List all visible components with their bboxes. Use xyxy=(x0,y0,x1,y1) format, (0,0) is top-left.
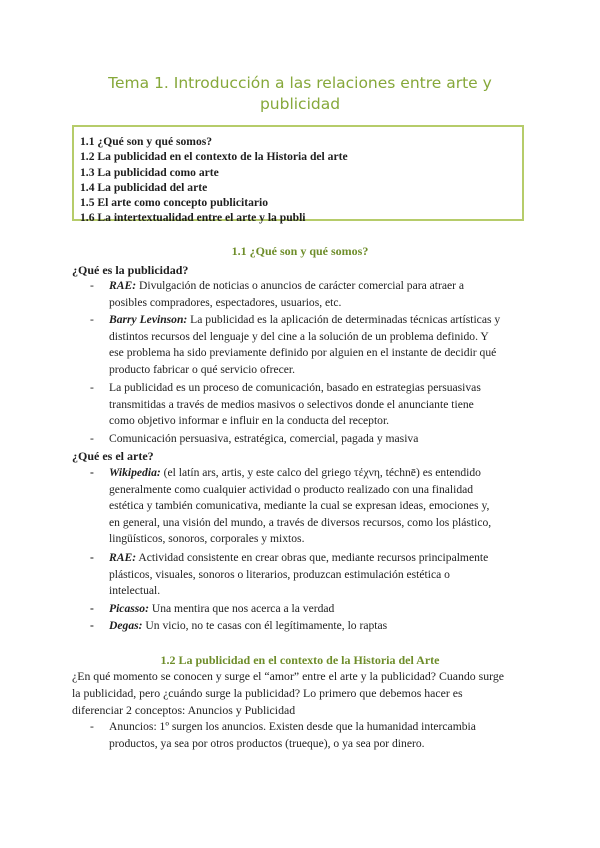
item-text-line: generalmente como cualquier actividad o producto realizado con una finalidad xyxy=(109,482,474,496)
list-dash: - xyxy=(90,432,94,445)
item-label: Wikipedia: xyxy=(109,466,161,479)
item-text-line: posibles compradores, espectadores, usuarios, etc. xyxy=(109,295,342,309)
item-label: Barry Levinson: xyxy=(109,313,188,326)
table-of-contents xyxy=(72,125,524,225)
question-que-es-publicidad: ¿Qué es la publicidad? xyxy=(72,263,189,277)
item-label: Degas: xyxy=(109,619,143,632)
toc-item-1-6[interactable]: 1.6 La intertextualidad entre el arte y la publi xyxy=(80,211,306,225)
item-label: RAE: xyxy=(109,279,137,292)
list-dash: - xyxy=(90,313,94,326)
list-dash: - xyxy=(90,551,94,564)
section-heading-1-2: 1.2 La publicidad en el contexto de la Historia del Arte xyxy=(160,653,440,667)
list-dash: - xyxy=(90,619,94,632)
item-text-line: ese problema ha sido previamente definido por alguien en el instante de decidir qué xyxy=(109,346,497,360)
paragraph-line: la publicidad, pero ¿cuándo surge la publicidad? Lo primero que debemos hacer es xyxy=(72,686,463,700)
title-line-2: publicidad xyxy=(259,95,341,113)
list-dash: - xyxy=(90,602,94,615)
item-text-line: en general, una visión del mundo, a través de diversos recursos, como los plástico, xyxy=(109,515,492,529)
item-text-line: La publicidad es un proceso de comunicación, basado en estrategias persuasivas xyxy=(109,381,481,394)
item-text-line: Anuncios: 1º surgen los anuncios. Existen desde que la humanidad intercambia xyxy=(109,720,476,733)
item-label: Picasso: xyxy=(109,602,149,615)
toc-item-1-2[interactable]: 1.2 La publicidad en el contexto de la Historia del arte xyxy=(80,150,348,164)
question-que-es-arte: ¿Qué es el arte? xyxy=(72,449,154,463)
item-text-line: como objetivo informar e influir en la conducta del receptor. xyxy=(109,414,390,428)
item-text-line: La publicidad es la aplicación de determinadas técnicas artísticas y xyxy=(190,313,501,326)
item-text-line: Actividad consistente en crear obras que, mediante recursos principalmente xyxy=(138,551,489,564)
item-text-line: transmitidas a través de medios masivos o selectivos donde el anunciante tiene xyxy=(109,397,474,411)
item-text-line: distintos recursos del lenguaje y del cine a la solución de un problema definido. Y xyxy=(109,329,489,343)
item-text-line: Una mentira que nos acerca a la verdad xyxy=(151,602,335,615)
toc-item-1-1[interactable]: 1.1 ¿Qué son y qué somos? xyxy=(80,135,213,148)
item-text-line: plásticos, visuales, sonoros o literarios, produzcan estimulación estética o xyxy=(109,567,450,581)
item-label: RAE: xyxy=(109,551,137,564)
paragraph-line: diferenciar 2 conceptos: Anuncios y Publicidad xyxy=(72,703,296,717)
item-text-line: lingüísticos, sonoros, corporales y mixtos. xyxy=(109,532,305,546)
item-text-line: (el latín ars, artis, y este calco del griego τέχνη, téchnē) es entendido xyxy=(163,466,481,479)
list-dash: - xyxy=(90,381,94,394)
list-dash: - xyxy=(90,720,94,733)
item-text-line: Un vicio, no te casas con él legítimamente, lo raptas xyxy=(145,619,388,632)
item-text-line: estética y también comunicativa, mediante la cual se expresan ideas, emociones y, xyxy=(109,499,490,513)
toc-item-1-5[interactable]: 1.5 El arte como concepto publicitario xyxy=(80,196,269,210)
item-text-line: intelectual. xyxy=(109,584,161,598)
item-text-line: Divulgación de noticias o anuncios de carácter comercial para atraer a xyxy=(138,279,465,292)
item-text-line: Comunicación persuasiva, estratégica, comercial, pagada y masiva xyxy=(109,432,419,445)
list-dash: - xyxy=(90,279,94,292)
toc-item-1-3[interactable]: 1.3 La publicidad como arte xyxy=(80,165,219,179)
toc-item-1-4[interactable]: 1.4 La publicidad del arte xyxy=(80,180,208,194)
title-line-1: Tema 1. Introducción a las relaciones entre arte y xyxy=(108,74,492,92)
section-heading-1-1: 1.1 ¿Qué son y qué somos? xyxy=(231,244,369,258)
document-title xyxy=(70,73,530,115)
list-dash: - xyxy=(90,466,94,479)
paragraph-line: ¿En qué momento se conocen y surge el “amor” entre el arte y la publicidad? Cuando surge xyxy=(72,669,504,683)
paragraph-amor-arte-publicidad xyxy=(72,668,532,719)
item-text-line: producto fabricar o qué servicio ofrecer. xyxy=(109,362,296,376)
item-text-line: productos, ya sea por otros productos (trueque), o ya sea por dinero. xyxy=(109,736,425,750)
